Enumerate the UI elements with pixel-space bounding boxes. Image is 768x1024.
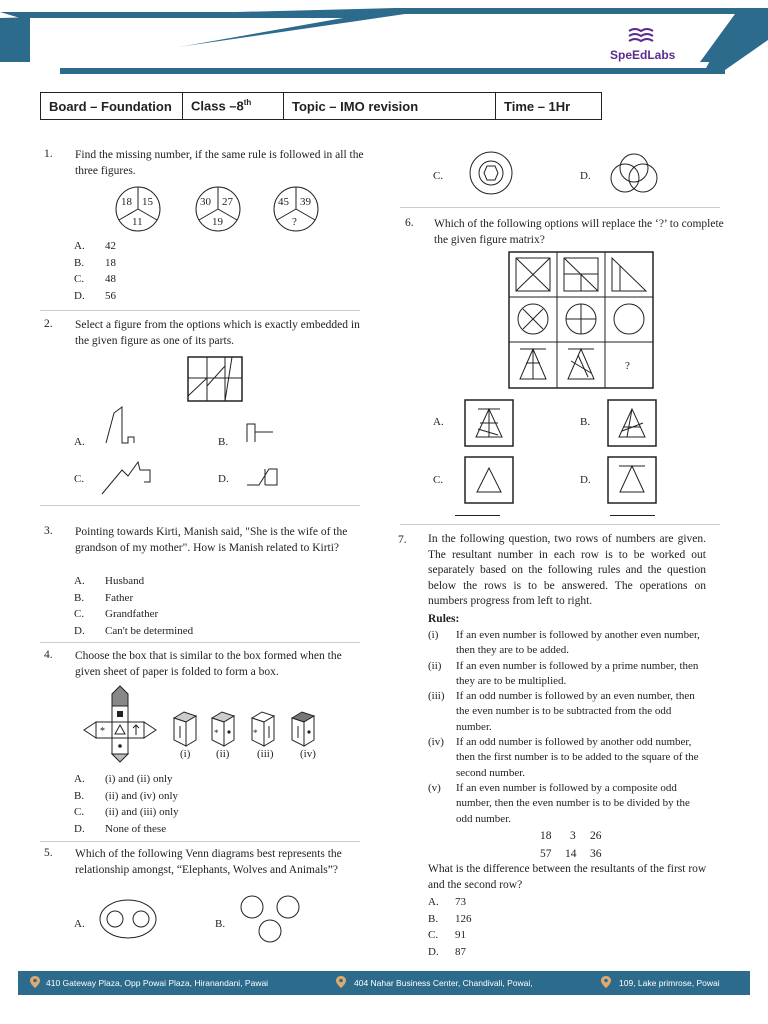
q1-number: 1. bbox=[44, 148, 53, 160]
q4-option-c[interactable]: C. (ii) and (iii) only bbox=[74, 806, 179, 818]
q1-f3-c: ? bbox=[292, 216, 297, 228]
q5-option-c-venn bbox=[466, 150, 516, 196]
q2-option-b-label[interactable]: B. bbox=[218, 436, 229, 448]
q3-number: 3. bbox=[44, 525, 53, 537]
q1-f1-b: 15 bbox=[142, 196, 153, 208]
separator bbox=[400, 524, 720, 525]
q6-number: 6. bbox=[405, 217, 414, 229]
board-cell: Board – Foundation bbox=[41, 93, 183, 120]
q7-rules-title: Rules: bbox=[428, 613, 460, 625]
q6-option-d-label[interactable]: D. bbox=[580, 474, 591, 486]
q7-number: 7. bbox=[398, 534, 407, 546]
q1-options bbox=[74, 238, 116, 304]
q4-net-figure bbox=[75, 684, 165, 764]
q1-circle-3 bbox=[274, 187, 318, 231]
q6-question-mark: ? bbox=[625, 360, 630, 372]
q7-rule-5: (v) If an even number is followed by a composite odd number, then the even number is to be divided by the odd number. bbox=[428, 781, 690, 825]
q6-text: Which of the following options will replace the ‘?’ to complete the given figure matrix? bbox=[434, 218, 724, 246]
separator bbox=[40, 642, 360, 643]
q7-options bbox=[428, 894, 472, 960]
q5-number: 5. bbox=[44, 847, 53, 859]
q4-options bbox=[74, 771, 179, 837]
cube-iii bbox=[252, 712, 274, 746]
q4-cube-label-i: (i) bbox=[180, 748, 191, 760]
q2-text: Select a figure from the options which is exactly embedded in the given figure as one of its parts. bbox=[75, 319, 360, 347]
q5-option-b-venn bbox=[238, 893, 303, 945]
q4-option-b[interactable]: B. (ii) and (iv) only bbox=[74, 789, 179, 802]
q6-matrix bbox=[508, 251, 654, 389]
q1-f3-a: 45 bbox=[278, 196, 289, 208]
class-sup: th bbox=[243, 98, 252, 108]
q3-options bbox=[74, 573, 193, 639]
q4-cube-label-ii: (ii) bbox=[216, 748, 230, 760]
q1-option-c[interactable]: C. 48 bbox=[74, 273, 116, 285]
cube-i bbox=[174, 712, 196, 746]
topic-cell: Topic – IMO revision bbox=[284, 93, 496, 120]
separator bbox=[40, 505, 360, 506]
q6-option-b-label[interactable]: B. bbox=[580, 416, 591, 428]
blank-line bbox=[455, 515, 500, 516]
q1-text: Find the missing number, if the same rule is followed in all the three figures. bbox=[75, 149, 364, 177]
q7-rule-2: (ii) If an even number is followed by a prime number, then they are to be multiplied. bbox=[428, 659, 699, 687]
svg-text:*: * bbox=[100, 726, 105, 737]
q2-given-figure bbox=[187, 356, 243, 402]
q6-option-b-figure bbox=[607, 399, 657, 447]
q1-f3-b: 39 bbox=[300, 196, 311, 208]
q4-cube-label-iii: (iii) bbox=[257, 748, 274, 760]
q2-number: 2. bbox=[44, 318, 53, 330]
cube-ii bbox=[212, 712, 234, 746]
footer-address-2: 404 Nahar Business Center, Chandivali, Powai, bbox=[354, 978, 533, 988]
q1-f2-c: 19 bbox=[212, 216, 223, 228]
q2-option-b-figure bbox=[245, 422, 275, 444]
q2-option-c-figure bbox=[100, 458, 155, 496]
q1-option-b[interactable]: B. 18 bbox=[74, 256, 116, 269]
q7-row2-b: 14 bbox=[565, 848, 577, 860]
q7-rule-1: (i) If an even number is followed by another even number, then they are to be added. bbox=[428, 629, 700, 657]
q4-option-a[interactable]: A. (i) and (ii) only bbox=[74, 773, 173, 785]
svg-text:*: * bbox=[214, 728, 219, 738]
time-cell: Time – 1Hr bbox=[496, 93, 602, 120]
brand-name: SpeEdLabs bbox=[610, 48, 676, 62]
q1-f2-a: 30 bbox=[200, 196, 211, 208]
q6-option-c-label[interactable]: C. bbox=[433, 474, 444, 486]
q5-text: Which of the following Venn diagrams best represents the relationship amongst, “Elephants, Wolves and Animals”? bbox=[75, 848, 342, 876]
q1-option-a[interactable]: A. 42 bbox=[74, 240, 116, 252]
q3-option-d[interactable]: D. Can't be determined bbox=[74, 624, 194, 637]
q2-option-a-figure bbox=[104, 405, 144, 445]
q7-row2-a: 57 bbox=[540, 848, 552, 860]
q7-option-c[interactable]: C. 91 bbox=[428, 929, 466, 941]
footer-bar bbox=[18, 971, 750, 995]
q1-figures bbox=[108, 185, 328, 235]
cube-iv bbox=[292, 712, 314, 746]
q7-option-b[interactable]: B. 126 bbox=[428, 912, 472, 925]
q3-option-c[interactable]: C. Grandfather bbox=[74, 608, 159, 620]
location-pin-icon bbox=[30, 976, 40, 988]
q4-cubes-figure bbox=[170, 710, 330, 750]
q7-option-a[interactable]: A. 73 bbox=[428, 896, 466, 908]
svg-text:*: * bbox=[253, 728, 258, 738]
location-pin-icon bbox=[336, 976, 346, 988]
q6-option-c-figure bbox=[464, 456, 514, 504]
header-info-table bbox=[40, 92, 602, 120]
q5-option-b-label[interactable]: B. bbox=[215, 918, 226, 930]
q2-option-c-label[interactable]: C. bbox=[74, 473, 85, 485]
q7-rule-4: (iv) If an odd number is followed by another odd number, then the first number is to be added to the square of the second number. bbox=[428, 736, 699, 779]
q5-option-a-label[interactable]: A. bbox=[74, 918, 85, 930]
blank-line bbox=[610, 515, 655, 516]
q4-text: Choose the box that is similar to the box formed when the given sheet of paper is folded to form a box. bbox=[75, 650, 342, 678]
q1-f1-a: 18 bbox=[121, 196, 132, 208]
q7-row1-a: 18 bbox=[540, 830, 552, 842]
class-cell bbox=[183, 93, 284, 120]
q2-option-a-label[interactable]: A. bbox=[74, 436, 85, 448]
q4-number: 4. bbox=[44, 649, 53, 661]
q7-question: What is the difference between the resultants of the first row and the second row? bbox=[428, 863, 707, 891]
q5-option-a-venn bbox=[98, 898, 158, 940]
q7-option-d[interactable]: D. 87 bbox=[428, 945, 466, 958]
q1-f2-b: 27 bbox=[222, 196, 233, 208]
class-label: Class –8 bbox=[191, 98, 244, 114]
q1-circle-2 bbox=[196, 187, 240, 231]
q7-rules bbox=[428, 628, 708, 827]
q7-row1-c: 26 bbox=[590, 830, 602, 842]
book-logo-icon bbox=[627, 25, 655, 45]
q3-option-a[interactable]: A. Husband bbox=[74, 575, 145, 587]
separator bbox=[400, 207, 720, 208]
q5-option-c-label[interactable]: C. bbox=[433, 170, 444, 182]
q6-option-a-label[interactable]: A. bbox=[433, 416, 444, 428]
q7-row1-b: 3 bbox=[570, 830, 576, 842]
footer-address-1: 410 Gateway Plaza, Opp Powai Plaza, Hiranandani, Pawai bbox=[46, 978, 269, 988]
q3-text: Pointing towards Kirti, Manish said, "She is the wife of the grandson of my mother". How is Manish related to Kirti? bbox=[75, 526, 348, 554]
q3-option-b[interactable]: B. Father bbox=[74, 591, 134, 604]
q6-option-d-figure bbox=[607, 456, 657, 504]
q1-f1-c: 11 bbox=[132, 216, 143, 228]
q1-option-d[interactable]: D. 56 bbox=[74, 289, 116, 302]
q5-option-d-label[interactable]: D. bbox=[580, 170, 591, 182]
q2-option-d-label[interactable]: D. bbox=[218, 473, 229, 485]
q2-option-d-figure bbox=[245, 467, 279, 487]
q5-option-d-venn bbox=[605, 152, 663, 196]
q4-cube-label-iv: (iv) bbox=[300, 748, 316, 760]
q1-circle-1 bbox=[116, 187, 160, 231]
q7-text: In the following question, two rows of numbers are given. The resultant number in each row is to be worked out separately based on the following rules and the question below the rows is to be answered. The operations on numbers progress from left to right. bbox=[428, 533, 706, 607]
q7-rule-3: (iii) If an odd number is followed by an even number, then the even number is to be subtracted from the odd number. bbox=[428, 690, 695, 733]
q4-option-d[interactable]: D. None of these bbox=[74, 822, 167, 835]
footer-address-3: 109, Lake primrose, Powai bbox=[619, 978, 720, 988]
separator bbox=[40, 310, 360, 311]
q6-option-a-figure bbox=[464, 399, 514, 447]
q7-row2-c: 36 bbox=[590, 848, 602, 860]
location-pin-icon bbox=[601, 976, 611, 988]
separator bbox=[40, 841, 360, 842]
